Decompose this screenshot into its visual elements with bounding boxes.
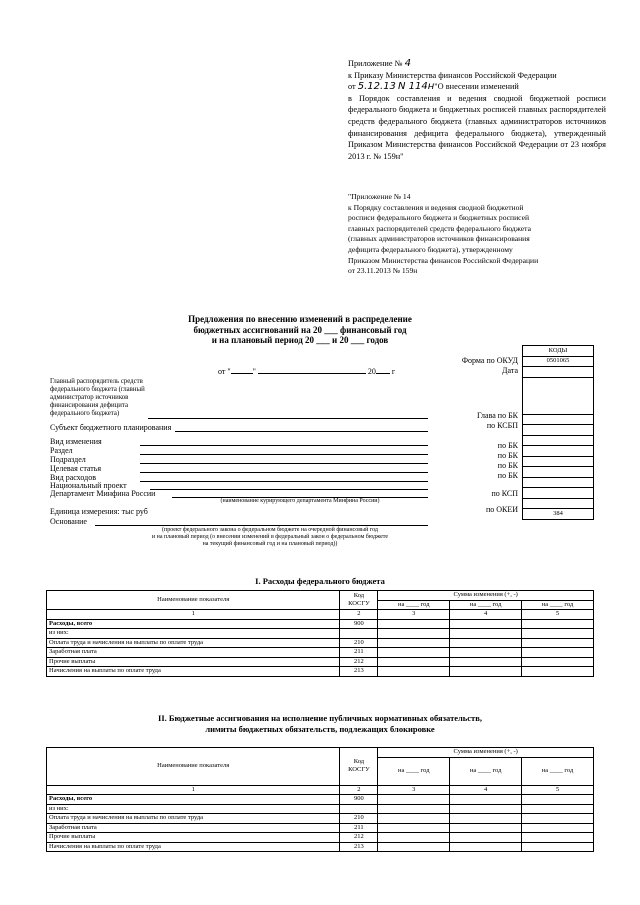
value-cell[interactable] [450, 804, 522, 814]
razdel-label: Раздел [50, 446, 73, 455]
vr-field[interactable] [140, 481, 428, 482]
row-code: 210 [340, 814, 378, 824]
section1-title: I. Расходы федерального бюджета [255, 576, 385, 586]
section2-title [100, 713, 540, 735]
codes-header: КОДЫ [523, 346, 594, 357]
date-year-prefix: 20 [367, 367, 376, 376]
row-name: Заработная плата [47, 823, 340, 833]
year-field[interactable] [376, 373, 390, 374]
year-col-header: на ____ год [378, 600, 450, 610]
podrazdel-label: Подраздел [50, 455, 86, 464]
unit-label: Единица измерения: тыс руб [50, 507, 148, 516]
value-cell[interactable] [450, 667, 522, 677]
natproj-label: Национальный проект [50, 481, 127, 490]
cst-code-cell[interactable] [523, 467, 594, 478]
appendix-number: 4 [404, 58, 411, 69]
value-cell[interactable] [378, 795, 450, 805]
section2-title-line: лимиты бюджетных обязательств, подлежащих блокировке [205, 724, 435, 734]
value-cell[interactable] [450, 795, 522, 805]
table-row [47, 823, 594, 833]
vid-field[interactable] [140, 445, 428, 446]
value-cell[interactable] [378, 638, 450, 648]
row-name: Оплата труда и начисления на выплаты по оплате труда [47, 638, 340, 648]
col-num: 2 [340, 785, 378, 795]
value-cell[interactable] [378, 804, 450, 814]
row-code: 213 [340, 842, 378, 852]
value-cell[interactable] [522, 619, 594, 629]
col-num: 1 [47, 610, 340, 620]
title-line: и на плановый период 20 ___ и 20 ___ годов [211, 335, 389, 345]
bk-label: по БК [497, 451, 518, 460]
razdel-code-cell[interactable] [523, 446, 594, 457]
okei-code: 384 [523, 509, 594, 520]
col-num: 2 [340, 610, 378, 620]
table-row [47, 619, 594, 629]
value-cell[interactable] [522, 629, 594, 639]
order-title: "О внесении изменений [434, 82, 519, 92]
row-code [340, 629, 378, 639]
value-cell[interactable] [378, 657, 450, 667]
col-code-header: Код КОСГУ [340, 591, 378, 610]
month-field[interactable] [258, 373, 366, 374]
col-num: 5 [522, 610, 594, 620]
date-label: Дата [502, 366, 518, 375]
row-code: 212 [340, 833, 378, 843]
vid-label: Вид изменения [50, 437, 102, 446]
year-col-header: на ____ год [522, 757, 594, 785]
row-name: Прочие выплаты [47, 833, 340, 843]
value-cell[interactable] [522, 657, 594, 667]
razdel-field[interactable] [140, 454, 428, 455]
osnov-label: Основание [50, 517, 87, 526]
appendix-line: (главных администраторов источников финансирования [348, 234, 530, 244]
value-cell[interactable] [378, 842, 450, 852]
section2-title-line: II. Бюджетные ассигнования на исполнение публичных нормативных обязательств, [158, 713, 482, 723]
appendix-line: Приказом Министерства финансов Российской Федерации [348, 255, 539, 265]
value-cell[interactable] [378, 619, 450, 629]
ksbp-code-cell[interactable] [523, 425, 594, 436]
table-row [47, 833, 594, 843]
row-code: 900 [340, 619, 378, 629]
note-line: (проект федерального закона о федеральном бюджете на очередной финансовый год [162, 527, 378, 533]
osnov-field[interactable] [95, 525, 428, 526]
col-num: 4 [450, 610, 522, 620]
section2-table [46, 747, 594, 852]
bk-label: по БК [497, 441, 518, 450]
appendix-line: от 23.11.2013 № 159н [348, 266, 418, 276]
table-row [47, 667, 594, 677]
value-cell[interactable] [522, 842, 594, 852]
glava-label: Глава по БК [477, 411, 518, 420]
cst-field[interactable] [140, 472, 428, 473]
date-year-suffix: г [391, 367, 396, 376]
subject-field[interactable] [175, 431, 428, 432]
okud-code: 0501065 [523, 356, 594, 367]
table-row [47, 804, 594, 814]
value-cell[interactable] [522, 833, 594, 843]
table-row [47, 648, 594, 658]
col-num: 1 [47, 785, 340, 795]
value-cell[interactable] [450, 823, 522, 833]
row-name: Прочие выплаты [47, 657, 340, 667]
order-number: N 114н [398, 81, 435, 93]
year-col-header: на ____ год [522, 600, 594, 610]
appendix-order-body: в Порядок составления и ведения сводной бюджетной росписи федерального бюджета и бюджетных росписей главных распорядителей средств федерального бюджета (главных администраторов источников финансирования дефицита федерального бюджета), утвержденный Приказом Министерства финансов Российской Федерации от 23 ноября 2013 г. № 159н" [348, 93, 606, 161]
row-name: Начисления на выплаты по оплате труда [47, 667, 340, 677]
note-line: и на плановый период (о внесении изменений в федеральный закон о федеральном бюджете [151, 534, 389, 540]
col-sum-header: Сумма изменения (+, -) [378, 591, 594, 601]
col-num: 3 [378, 785, 450, 795]
value-cell[interactable] [522, 795, 594, 805]
title-line: Предложения по внесению изменений в распределение [188, 314, 412, 324]
okei-label: по ОКЕИ [485, 505, 518, 514]
row-name: из них: [47, 804, 340, 814]
value-cell[interactable] [378, 823, 450, 833]
row-code: 210 [340, 638, 378, 648]
row-name: Расходы, всего [47, 795, 340, 805]
value-cell[interactable] [522, 638, 594, 648]
title-line: бюджетных ассигнований на 20 ___ финансовый год [193, 324, 407, 335]
appendix-line: к Порядку составления и ведения сводной бюджетной [348, 202, 524, 212]
value-cell[interactable] [450, 842, 522, 852]
date-quote: " [252, 367, 256, 376]
table-row [47, 842, 594, 852]
col-num: 3 [378, 610, 450, 620]
dep-label: Департамент Минфина России [50, 489, 156, 498]
order-date: 5.12.13 [357, 81, 396, 93]
table-row [47, 629, 594, 639]
date-line [218, 367, 395, 377]
order-date-prefix: от [348, 82, 356, 92]
row-code: 213 [340, 667, 378, 677]
value-cell[interactable] [522, 667, 594, 677]
appendix-line: росписи федерального бюджета и бюджетных росписей [348, 213, 530, 223]
dep-note: (наименование курирующего департамента Минфина России) [220, 498, 380, 504]
value-cell[interactable] [450, 619, 522, 629]
row-name: Расходы, всего [47, 619, 340, 629]
row-code: 211 [340, 648, 378, 658]
value-cell[interactable] [450, 638, 522, 648]
value-cell[interactable] [450, 629, 522, 639]
value-cell[interactable] [450, 833, 522, 843]
value-cell[interactable] [450, 814, 522, 824]
appendix-line: "Приложение № 14 [348, 192, 411, 201]
section1-table [46, 590, 594, 677]
appendix-order-line: к Приказу Министерства финансов Российской Федерации [348, 70, 557, 80]
grbs-code-cell[interactable] [523, 377, 594, 414]
value-cell[interactable] [378, 648, 450, 658]
blank-code-cell [523, 498, 594, 509]
value-cell[interactable] [450, 657, 522, 667]
year-col-header: на ____ год [378, 757, 450, 785]
vid-code-cell[interactable] [523, 435, 594, 446]
value-cell[interactable] [378, 629, 450, 639]
table-row [47, 795, 594, 805]
year-col-header: на ____ год [450, 757, 522, 785]
glava-code-cell[interactable] [523, 414, 594, 425]
osnov-note [120, 527, 420, 548]
subject-label: Субъект бюджетного планирования [50, 423, 172, 432]
year-col-header: на ____ год [450, 600, 522, 610]
appendix-order-header [348, 58, 606, 162]
table-row [47, 657, 594, 667]
value-cell[interactable] [522, 648, 594, 658]
table-row [47, 814, 594, 824]
row-name: из них: [47, 629, 340, 639]
row-code: 211 [340, 823, 378, 833]
ksp-label: по КСП [491, 489, 518, 498]
date-code-cell[interactable] [523, 367, 594, 378]
natproj-field[interactable] [150, 489, 428, 490]
value-cell[interactable] [522, 814, 594, 824]
row-code [340, 804, 378, 814]
grbs-field[interactable] [148, 418, 428, 419]
value-cell[interactable] [378, 833, 450, 843]
cst-label: Целевая статья [50, 464, 102, 473]
row-code: 900 [340, 795, 378, 805]
podrazdel-field[interactable] [140, 463, 428, 464]
value-cell[interactable] [522, 823, 594, 833]
kspl-code-cell[interactable] [523, 488, 594, 499]
col-sum-header: Сумма изменения (+, -) [378, 748, 594, 758]
okud-label: Форма по ОКУД [461, 356, 518, 365]
appendix-number-label: Приложение № [348, 59, 403, 68]
document-title [150, 314, 450, 346]
col-num: 4 [450, 785, 522, 795]
col-name-header: Наименование показателя [47, 591, 340, 610]
bk-label: по БК [497, 471, 518, 480]
col-num: 5 [522, 785, 594, 795]
vr-label: Вид расходов [50, 473, 96, 482]
appendix-14-header [348, 192, 606, 277]
vr-code-cell[interactable] [523, 477, 594, 488]
value-cell[interactable] [522, 804, 594, 814]
row-name: Оплата труда и начисления на выплаты по оплате труда [47, 814, 340, 824]
col-code-header: Код КОСГУ [340, 748, 378, 786]
bk-label: по БК [497, 461, 518, 470]
row-name: Начисления на выплаты по оплате труда [47, 842, 340, 852]
podrazdel-code-cell[interactable] [523, 456, 594, 467]
note-line: на текущий финансовый год и на плановый период)) [202, 541, 338, 547]
value-cell[interactable] [378, 667, 450, 677]
appendix-line: главных распорядителей средств федерального бюджета [348, 223, 531, 233]
grbs-label: Главный распорядитель средств федерального бюджета (главный администратор источников финансирования дефицита федерального бюджета) [50, 378, 145, 417]
table-row [47, 638, 594, 648]
codes-table [522, 345, 594, 520]
day-field[interactable] [231, 373, 253, 374]
row-code: 212 [340, 657, 378, 667]
value-cell[interactable] [378, 814, 450, 824]
col-name-header: Наименование показателя [47, 748, 340, 786]
value-cell[interactable] [450, 648, 522, 658]
appendix-line: дефицита федерального бюджета), утвержденному [348, 244, 513, 254]
ksbp-label: по КСБП [486, 421, 518, 430]
row-name: Заработная плата [47, 648, 340, 658]
date-from: от " [218, 367, 231, 376]
